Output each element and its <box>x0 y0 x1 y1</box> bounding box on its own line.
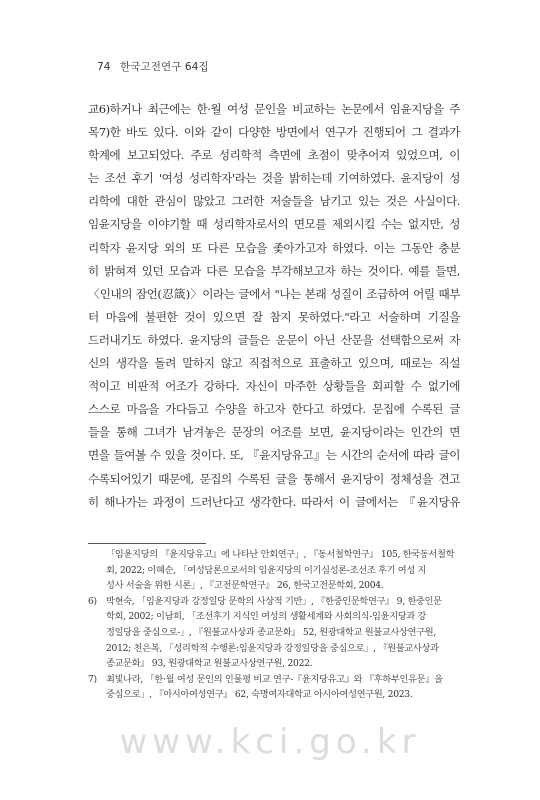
body-line: 신의 생각을 돌려 말하지 않고 직접적으로 표출하고 있으며, 때로는 직설 <box>88 356 460 371</box>
body-line: 드러내기도 하였다. 윤지당의 글들은 운문이 아닌 산문을 선택함으로써 자 <box>88 332 460 347</box>
body-line: 히 해나가는 과정이 드러난다고 생각한다. 따라서 이 글에서는 『윤지당유 <box>88 494 460 509</box>
footnote-divider <box>88 543 206 544</box>
running-header <box>97 59 209 74</box>
footnote-7 <box>88 672 460 703</box>
body-line: 리학에 대한 관심이 많았고 그러한 저술들을 남기고 있는 것은 사실이다. <box>88 194 460 209</box>
footnote-number: 6) <box>88 595 97 607</box>
body-line: 터 마음에 불편한 것이 있으면 잘 참지 못하였다."라고 서술하며 기질을 <box>88 309 460 324</box>
footnote-line: 「임윤지당의 『윤지당유고』에 나타난 안회연구」, 『동서철학연구』 105, 한국동서철학 <box>106 549 455 560</box>
footnote-line: 종교문화』 93, 원광대학교 원불교사상연구원, 2022. <box>106 658 313 670</box>
body-line: 임윤지당을 이야기할 때 성리학자로서의 면모를 제외시킬 수는 없지만, 성 <box>88 217 460 232</box>
body-line: 교6)하거나 최근에는 한·월 여성 문인을 비교하는 논문에서 임윤지당을 주 <box>88 102 460 116</box>
page-number: 74 <box>97 61 111 73</box>
footnote-continued <box>88 547 460 594</box>
body-line: 스스로 마음을 가다듬고 수양을 하고자 한다고 하였다. 문집에 수록된 글 <box>88 402 460 417</box>
footnote-line: 학회, 2002; 이남희, 「조선후기 지식인 여성의 생활세계와 사회의식-임윤지당과 강 <box>106 611 427 623</box>
footnote-line: 회, 2022; 이혜순, 「여성담론으로서의 임윤지당의 이기심성론-조선조 후기 여성 지 <box>106 564 427 576</box>
body-line: 학계에 보고되었다. 주로 성리학적 측면에 초점이 맞추어져 있었으며, 이 <box>88 148 460 163</box>
footnote-line: 박현숙, 「임윤지당과 강정일당 문학의 사상적 기반」, 『한중인문학연구』 9, 한중인문 <box>106 595 442 607</box>
footnote-line: 중심으로」, 『아시아여성연구』 62, 숙명여자대학교 아시아여성연구원, 2023. <box>106 689 413 701</box>
footnote-number: 7) <box>88 673 97 685</box>
footnote-line: 성사 서술을 위한 시론」, 『고전문학연구』 26, 한국고전문학회, 2004. <box>106 580 384 592</box>
footnotes <box>88 547 460 703</box>
journal-title: 한국고전연구 64집 <box>120 61 209 73</box>
body-line: 수록되어있기 때문에, 문집의 수록된 글을 통해서 윤지당이 정체성을 견고 <box>88 471 460 486</box>
footnote-6 <box>88 594 460 672</box>
body-line: 는 조선 후기 '여성 성리학자'라는 것을 밝히는데 기여하였다. 윤지당이 성 <box>88 171 460 186</box>
body-paragraph <box>88 98 460 514</box>
footnote-line: 정일당을 중심으로-」, 『원불교사상과 종교문화』 52, 원광대학교 원불교사상연구원, <box>106 626 436 638</box>
body-line: 리학자 윤지당 외의 또 다른 모습을 좇아가고자 하였다. 이는 그동안 충분 <box>88 240 460 255</box>
body-line: 〈인내의 잠언(忍箴)〉이라는 글에서 "나는 본래 성질이 조급하여 어릴 때부 <box>88 286 460 301</box>
body-line: 목7)한 바도 있다. 이와 같이 다양한 방면에서 연구가 진행되어 그 결과가 <box>88 125 460 140</box>
body-line: 면을 들여볼 수 있을 것이다. 또, 『윤지당유고』는 시간의 순서에 따라 글이 <box>88 448 460 463</box>
body-line: 히 밝혀져 있던 모습과 다른 모습을 부각해보고자 하는 것이다. 예를 들면, <box>88 263 460 278</box>
watermark: www.kci.go.kr <box>119 722 421 762</box>
body-line: 적이고 비판적 어조가 강하다. 자신이 마주한 상황들을 회피할 수 없기에 <box>88 379 460 394</box>
footnote-line: 최빛나라, 「한·월 여성 문인의 인물평 비교 연구-『윤지당유고』와 『후하부인유문』을 <box>106 673 443 685</box>
footnote-line: 2012; 천은복, 「성리학적 수행론:임윤지당과 강정일당을 중심으로」, 『원불교사상과 <box>106 642 439 654</box>
body-line: 들을 통해 그녀가 남겨놓은 문장의 어조를 보면, 윤지당이라는 인간의 면 <box>88 425 460 440</box>
